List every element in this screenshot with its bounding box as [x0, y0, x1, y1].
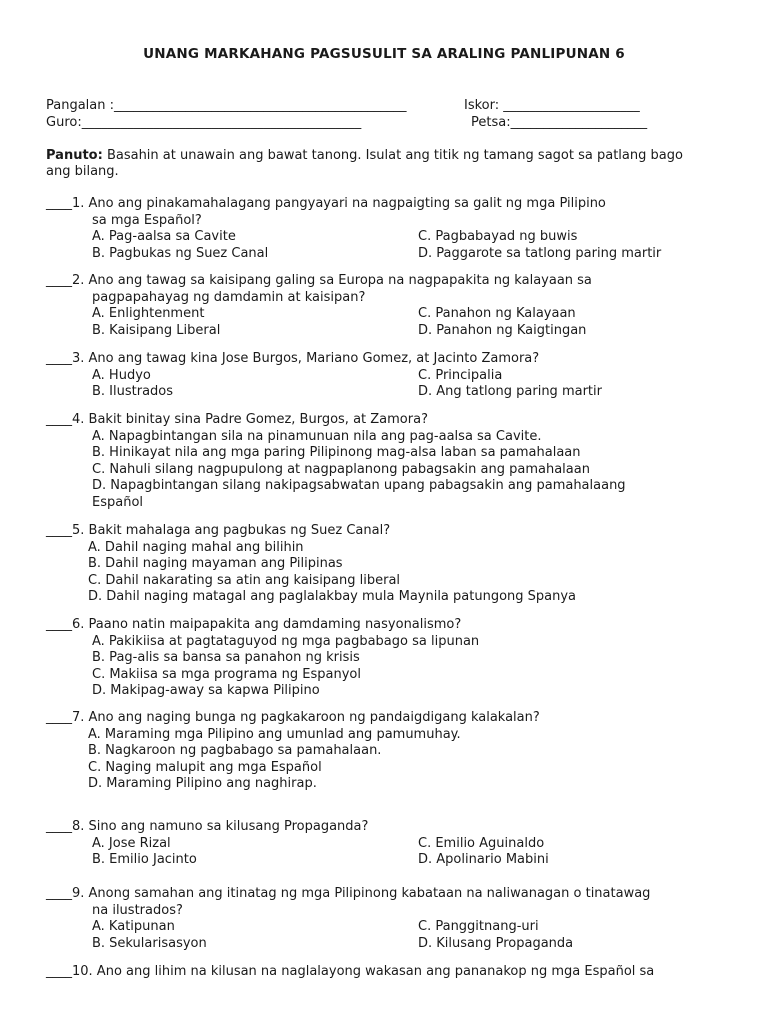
question-7: [46, 710, 736, 793]
option-d: D. Ang tatlong paring martir: [418, 384, 602, 399]
option-a: A. Napagbintangan sila na pinamunuan nila ang pag-aalsa sa Cavite.: [92, 428, 542, 444]
question-10: [46, 964, 736, 981]
directions-text-cont: ang bilang.: [46, 164, 119, 179]
question-text-cont: pagpapahayag ng damdamin at kaisipan?: [92, 289, 366, 305]
option-a: A. Maraming mga Pilipino ang umunlad ang pamumuhay.: [88, 726, 461, 742]
option-b: B. Sekularisasyon: [92, 935, 207, 951]
page-title: UNANG MARKAHANG PAGSUSULIT SA ARALING PANLIPUNAN 6: [143, 46, 625, 62]
option-d: D. Napagbintangan silang nakipagsabwatan upang pabagsakin ang pamahalaang: [92, 478, 626, 493]
option-c: C. Dahil nakarating sa atin ang kaisipang liberal: [88, 572, 401, 588]
option-a: A. Dahil naging mahal ang bilihin: [88, 539, 304, 555]
option-c: C. Nahuli silang nagpupulong at nagpaplanong pabagsakin ang pamahalaan: [92, 461, 590, 477]
question-text: ____8. Sino ang namuno sa kilusang Propaganda?: [46, 819, 369, 834]
option-a: A. Hudyo: [92, 367, 151, 383]
directions-text: Basahin at unawain ang bawat tanong. Isulat ang titik ng tamang sagot sa patlang bago: [102, 148, 683, 163]
question-8: [46, 819, 736, 869]
option-b: B. Ilustrados: [92, 384, 174, 399]
option-a: A. Katipunan: [92, 919, 175, 934]
question-9: [46, 886, 736, 952]
question-6: [46, 617, 736, 700]
option-d: D. Makipag-away sa kapwa Pilipino: [92, 683, 320, 698]
question-3: [46, 351, 736, 401]
option-d: D. Kilusang Propaganda: [418, 935, 574, 951]
option-c: C. Panggitnang-uri: [418, 919, 539, 934]
option-c: C. Naging malupit ang mga Español: [88, 759, 322, 775]
name-field[interactable]: Pangalan :_____________________________________________: [46, 98, 407, 113]
option-c: C. Emilio Aguinaldo: [418, 835, 545, 851]
question-text: ____3. Ano ang tawag kina Jose Burgos, Mariano Gomez, at Jacinto Zamora?: [46, 351, 540, 366]
option-d: D. Dahil naging matagal ang paglalakbay mula Maynila patungong Spanya: [88, 589, 577, 604]
option-a: A. Enlightenment: [92, 306, 205, 321]
question-text: ____2. Ano ang tawag sa kaisipang galing sa Europa na nagpapakita ng kalayaan sa: [46, 273, 592, 288]
option-c: C. Makiisa sa mga programa ng Espanyol: [92, 666, 361, 682]
question-text-cont: sa mga Español?: [92, 212, 202, 228]
option-d: D. Maraming Pilipino ang naghirap.: [88, 776, 317, 791]
option-d-cont: Español: [92, 494, 144, 510]
option-d: D. Panahon ng Kaigtingan: [418, 322, 587, 338]
question-text: ____10. Ano ang lihim na kilusan na naglalayong wakasan ang pananakop ng mga Español sa: [46, 964, 655, 979]
score-field[interactable]: Iskor: _____________________: [464, 98, 640, 113]
option-b: B. Hinikayat nila ang mga paring Pilipinong mag-alsa laban sa pamahalaan: [92, 445, 581, 460]
option-c: C. Panahon ng Kalayaan: [418, 306, 576, 321]
option-c: C. Pagbabayad ng buwis: [418, 229, 578, 244]
directions: [46, 148, 683, 164]
question-text-cont: na ilustrados?: [92, 902, 183, 918]
date-field[interactable]: Petsa:_____________________: [471, 115, 648, 130]
question-2: [46, 273, 736, 339]
question-text: ____1. Ano ang pinakamahalagang pangyayari na nagpaigting sa galit ng mga Pilipino: [46, 196, 606, 211]
option-c: C. Principalia: [418, 367, 503, 383]
option-b: B. Emilio Jacinto: [92, 852, 197, 867]
option-b: B. Pag-alis sa bansa sa panahon ng krisis: [92, 650, 360, 665]
option-d: D. Paggarote sa tatlong paring martir: [418, 245, 662, 261]
question-text: ____5. Bakit mahalaga ang pagbukas ng Suez Canal?: [46, 523, 391, 538]
question-1: [46, 196, 736, 262]
question-4: [46, 412, 736, 511]
question-text: ____6. Paano natin maipapakita ang damdaming nasyonalismo?: [46, 617, 462, 632]
question-text: ____9. Anong samahan ang itinatag ng mga Pilipinong kabataan na naliwanagan o tinatawag: [46, 886, 651, 901]
question-5: [46, 523, 736, 606]
directions-label: Panuto:: [46, 148, 103, 163]
option-b: B. Nagkaroon ng pagbabago sa pamahalaan.: [88, 743, 382, 758]
option-d: D. Apolinario Mabini: [418, 852, 549, 867]
question-text: ____7. Ano ang naging bunga ng pagkakaroon ng pandaigdigang kalakalan?: [46, 710, 540, 725]
question-text: ____4. Bakit binitay sina Padre Gomez, Burgos, at Zamora?: [46, 412, 428, 427]
option-b: B. Kaisipang Liberal: [92, 322, 221, 338]
option-a: A. Jose Rizal: [92, 835, 171, 851]
option-a: A. Pag-aalsa sa Cavite: [92, 229, 236, 244]
option-a: A. Pakikiisa at pagtataguyod ng mga pagbabago sa lipunan: [92, 633, 480, 649]
teacher-field[interactable]: Guro:___________________________________________: [46, 115, 362, 130]
option-b: B. Pagbukas ng Suez Canal: [92, 245, 269, 261]
option-b: B. Dahil naging mayaman ang Pilipinas: [88, 556, 343, 571]
